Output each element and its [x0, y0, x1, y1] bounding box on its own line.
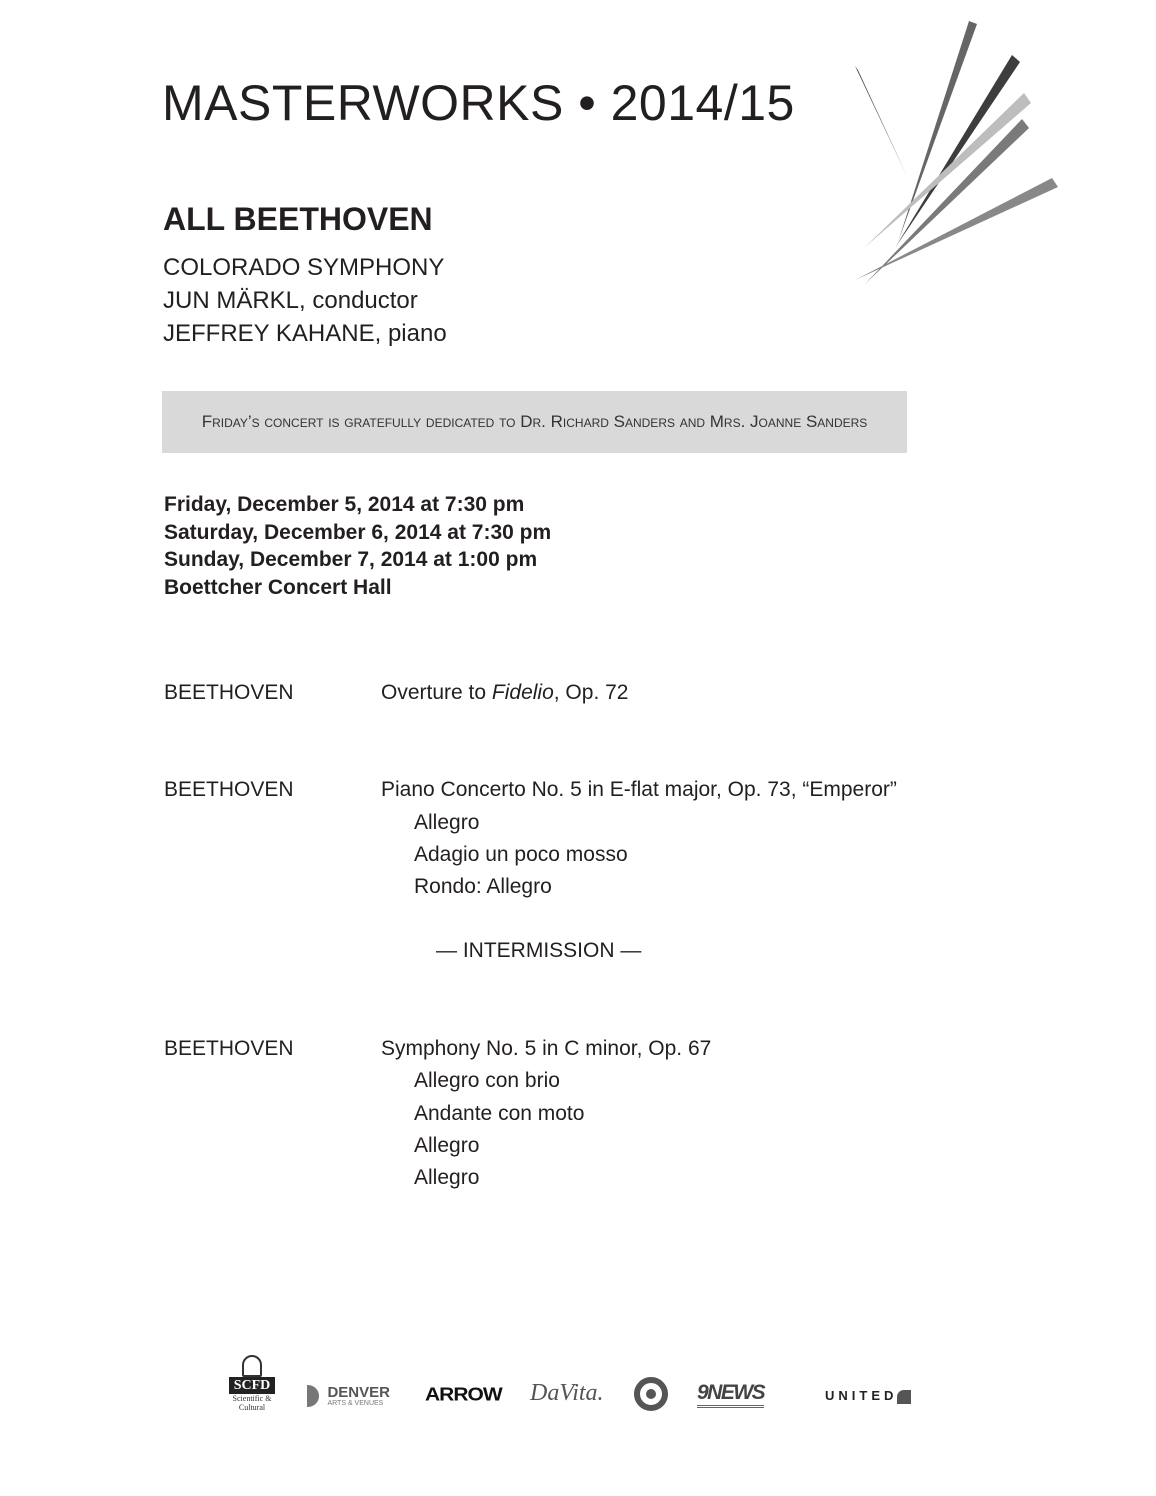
- composer: BEETHOVEN: [164, 1037, 294, 1060]
- united-logo: [825, 1388, 911, 1404]
- date-line: Saturday, December 6, 2014 at 7:30 pm: [164, 521, 552, 544]
- stroke-1: [855, 66, 907, 176]
- stroke-4: [864, 93, 1031, 248]
- united-text: UNITED: [825, 1388, 898, 1403]
- arrow-logo: ARROW: [425, 1384, 502, 1405]
- composer: BEETHOVEN: [164, 681, 294, 704]
- venue: Boettcher Concert Hall: [164, 576, 392, 599]
- movement: Allegro: [414, 811, 480, 834]
- date-line: Friday, December 5, 2014 at 7:30 pm: [164, 493, 525, 516]
- movement: Allegro: [414, 1134, 480, 1157]
- movement: Allegro: [414, 1166, 480, 1189]
- decorative-brush-strokes: [840, 10, 1080, 300]
- bear-icon: [242, 1355, 262, 1377]
- scfd-subtitle: Scientific & Cultural: [232, 1394, 272, 1412]
- work-title-italic: Fidelio: [491, 681, 554, 704]
- sponsor-logos: [225, 1355, 935, 1430]
- movement: Andante con moto: [414, 1102, 585, 1125]
- composer: BEETHOVEN: [164, 778, 294, 801]
- target-logo: [634, 1377, 668, 1411]
- denver-subtext: ARTS & VENUES: [327, 1400, 384, 1407]
- performer-conductor: [163, 287, 418, 315]
- work-title: Piano Concerto No. 5 in E-flat major, Op. 73, “Emperor”: [381, 778, 897, 801]
- date-line: Sunday, December 7, 2014 at 1:00 pm: [164, 548, 538, 571]
- intermission: — INTERMISSION —: [436, 939, 642, 962]
- work-title-text: Overture to: [381, 681, 492, 704]
- page-title: MASTERWORKS • 2014/15: [162, 75, 795, 131]
- stroke-5: [865, 119, 1029, 284]
- movement: Adagio un poco mosso: [414, 843, 628, 866]
- scfd-logo: [229, 1355, 275, 1412]
- scfd-mark: SCFD: [229, 1377, 275, 1394]
- performer-soloist: [163, 320, 447, 348]
- movement: Allegro con brio: [414, 1069, 560, 1092]
- performer-role: , piano: [374, 320, 447, 347]
- denver-emblem-icon: [307, 1385, 319, 1407]
- performer-name: JUN MÄRKL: [163, 287, 300, 314]
- movement: Rondo: Allegro: [414, 875, 552, 898]
- denver-arts-venues-logo: [307, 1385, 390, 1407]
- performer-name: JEFFREY KAHANE: [163, 320, 375, 347]
- work-title-text: , Op. 72: [553, 681, 629, 704]
- work-title: Symphony No. 5 in C minor, Op. 67: [381, 1037, 712, 1060]
- performer-name: COLORADO SYMPHONY: [163, 254, 445, 281]
- concert-title: ALL BEETHOVEN: [163, 201, 433, 237]
- 9news-logo: 9NEWS: [697, 1381, 764, 1408]
- davita-logo: DaVita.: [530, 1380, 604, 1406]
- denver-text: DENVER: [327, 1384, 390, 1401]
- target-bullseye-icon: [646, 1389, 656, 1399]
- dedication-banner: Friday’s concert is gratefully dedicated to Dr. Richard Sanders and Mrs. Joanne Sanders: [162, 391, 907, 453]
- work-title: [381, 681, 628, 705]
- performer-orchestra: [163, 254, 444, 282]
- performer-role: , conductor: [299, 287, 418, 314]
- united-globe-icon: [897, 1390, 911, 1404]
